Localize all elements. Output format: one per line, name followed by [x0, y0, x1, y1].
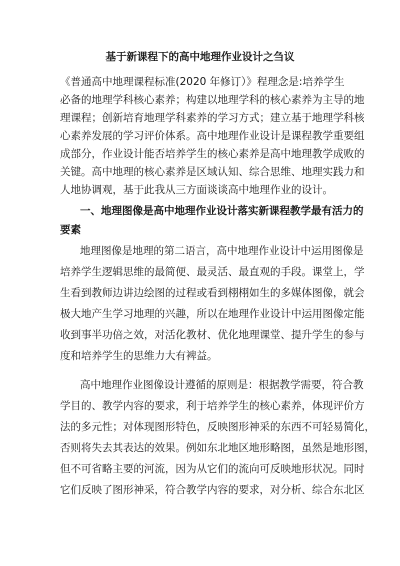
- section-heading: 一、地理图像是高中地理作业设计落实新课程教学最有活力的: [80, 205, 364, 217]
- text-line: 否则将失去其表达的效果。例如东北地区地形略图，虽然是地形图，: [60, 442, 375, 454]
- text-line: 生看到教师边讲边绘图的过程或看到栩栩如生的多媒体图像，就会: [60, 287, 365, 299]
- paragraph-2-line-4: [0, 305, 400, 323]
- text-line: 关键。高中地理的核心素养是区域认知、综合思维、地理实践力和: [60, 166, 365, 178]
- paragraph-3-line-1: [0, 376, 400, 394]
- paragraph-1-line-2: [0, 91, 400, 109]
- section-heading: 要素: [60, 224, 81, 236]
- paragraph-1-line-4: [0, 127, 400, 145]
- paragraph-3-line-2: [0, 397, 400, 415]
- paragraph-3-line-4: [0, 439, 400, 457]
- paragraph-3-line-6: [0, 481, 400, 499]
- paragraph-2-line-3: [0, 284, 400, 302]
- document-title: 基于新课程下的高中地理作业设计之刍议: [105, 51, 295, 63]
- paragraph-1-line-1: [0, 73, 400, 91]
- text-line: 《普通高中地理课程标准(2020 年修订）》程理念是:培养学生: [60, 76, 345, 88]
- text-line: 培养学生逻辑思维的最简便、最灵活、最直观的手段。课堂上，学: [60, 266, 365, 278]
- text-line: 它们反映了图形神采，符合教学内容的要求，对分析、综合东北区: [60, 484, 365, 496]
- paragraph-2-line-5: [0, 326, 400, 344]
- text-line: 收到事半功倍之效，对活化教材、优化地理课堂、提升学生的参与: [60, 329, 365, 341]
- paragraph-2-line-2: [0, 263, 400, 281]
- text-line: 地理图像是地理的第二语言，高中地理作业设计中运用图像是: [80, 245, 364, 257]
- text-line: 学目的、教学内容的要求，利于培养学生的核心素养，体现评价方: [60, 400, 365, 412]
- paragraph-1-line-5: [0, 145, 400, 163]
- section-heading-line-1: [0, 202, 400, 220]
- paragraph-1-line-7: [0, 181, 400, 199]
- paragraph-2-line-6: [0, 347, 400, 365]
- paragraph-1-line-6: [0, 163, 400, 181]
- text-line: 法的多元性；对体现图形特色，反映图形神采的东西不可轻易简化，: [60, 421, 375, 433]
- paragraph-3-line-5: [0, 460, 400, 478]
- paragraph-2-line-1: [0, 242, 400, 260]
- text-line: 度和培养学生的思维力大有裨益。: [60, 350, 218, 362]
- paragraph-3-line-3: [0, 418, 400, 436]
- text-line: 心素养发展的学习评价体系。高中地理作业设计是课程教学重要组: [60, 130, 365, 142]
- text-line: 极大地产生学习地理的兴趣，所以在地理作业设计中运用图像定能: [60, 308, 365, 320]
- text-line: 但不可省略主要的河流，因为从它们的流向可反映地形状况。同时: [60, 463, 365, 475]
- text-line: 高中地理作业图像设计遵循的原则是：根据教学需要，符合教: [80, 379, 364, 391]
- section-heading-line-2: [0, 221, 400, 239]
- text-line: 人地协调观，基于此我从三方面谈谈高中地理作业的设计。: [60, 184, 333, 196]
- text-line: 必备的地理学科核心素养；构建以地理学科的核心素养为主导的地: [60, 94, 365, 106]
- text-line: 成部分，作业设计能否培养学生的核心素养是高中地理教学成败的: [60, 148, 365, 160]
- paragraph-1-line-3: [0, 109, 400, 127]
- text-line: 理课程；创新培育地理学科素养的学习方式；建立基于地理学科核: [60, 112, 365, 124]
